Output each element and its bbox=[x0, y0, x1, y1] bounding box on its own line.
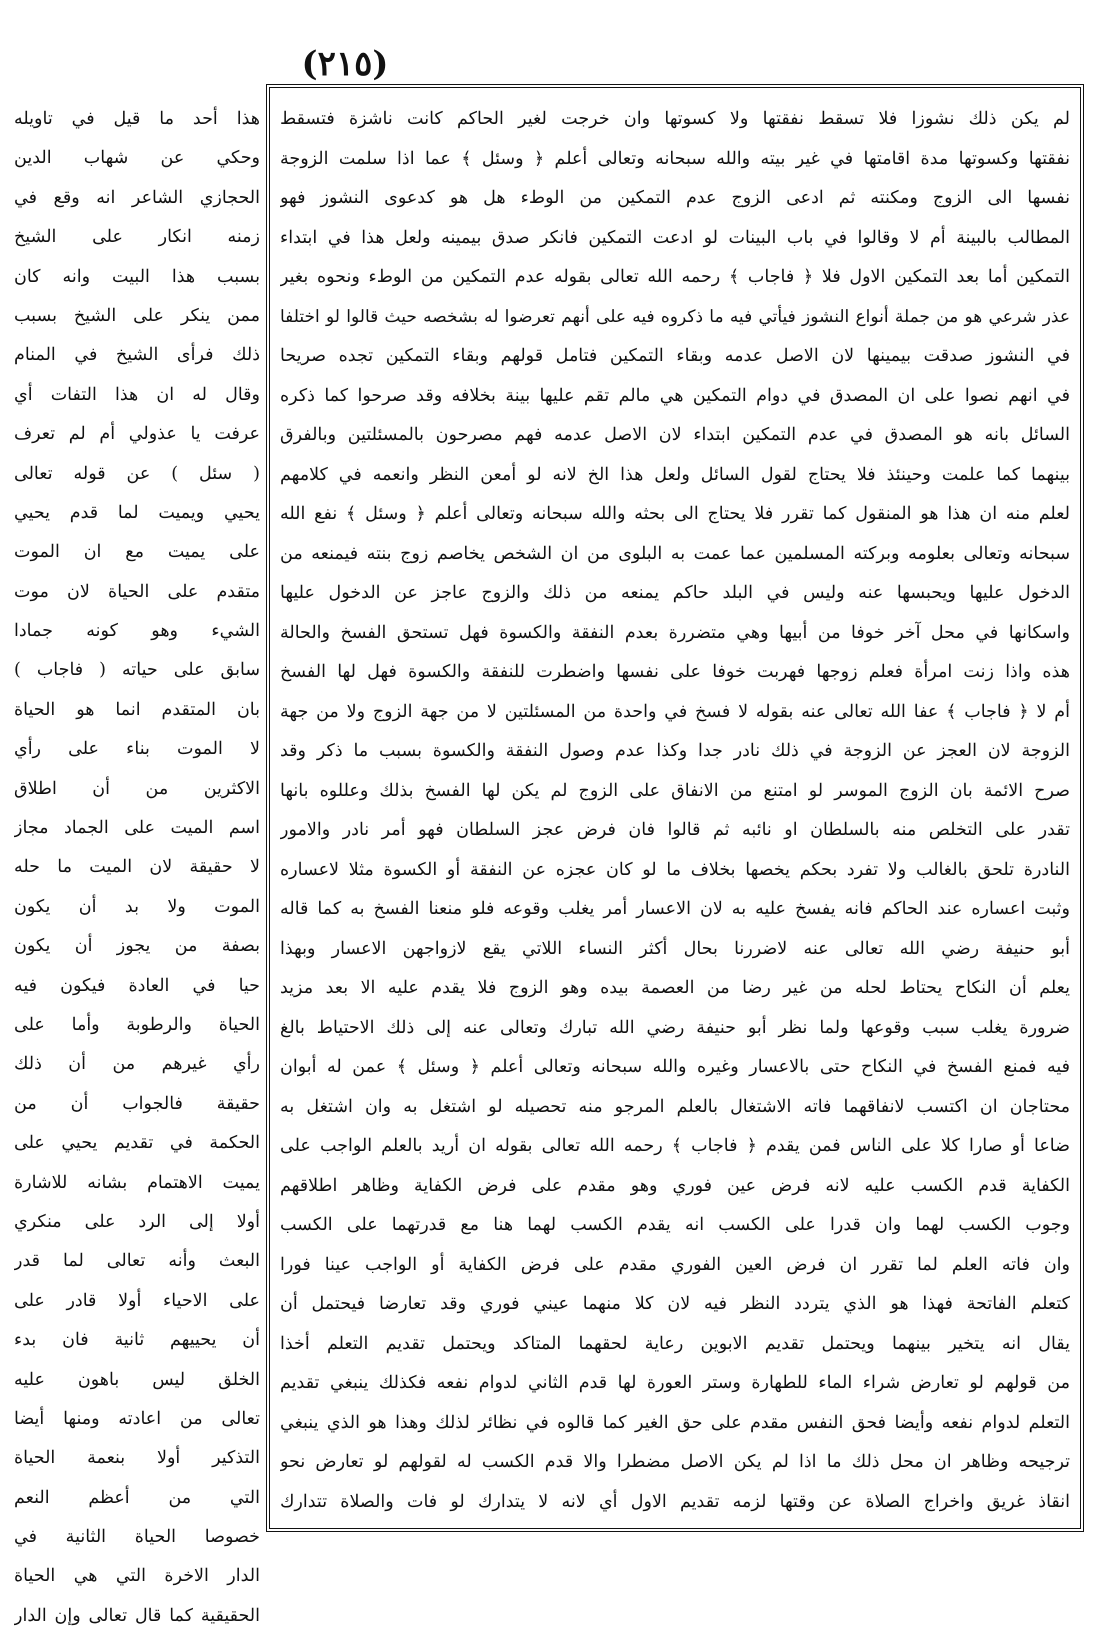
margin-text-line: الحكمة في تقديم يحيي على bbox=[14, 1133, 260, 1154]
margin-text-line: حيا في العادة فيكون فيه bbox=[14, 975, 260, 996]
main-text-line: تقدر على التخلص منه بالسلطان او نائبه ثم قالوا فان فرض عجز السلطان فهو أمر نادر والامور bbox=[280, 820, 1070, 840]
main-text-line: النادرة تلحق بالغالب ولا تفرد بحكم يخصها بخلاف ما لو كان عجزه عن النفقة أو الكسوة مثلا لاعساره bbox=[280, 859, 1070, 880]
main-text-line: التعلم لدوام نفعه وأيضا فحق النفس مقدم على حق الغير كما قالوه في نظائر لذلك وهذا هو الذي ينبغي bbox=[280, 1412, 1070, 1433]
margin-text-line: ممن ينكر على الشيخ بسبب bbox=[14, 305, 260, 326]
main-text-line: الدخول عليها ويحبسها عنه وليس في البلد حاكم يمنعه من ذلك والزوج عاجز عن الدخول عليها bbox=[280, 583, 1070, 603]
main-text-line: وثبت اعساره عند الحاكم فانه يفسخ عليه به لان الاعسار أمر يغلب وقوعه فلو منعنا الفسخ به كما قاله bbox=[280, 899, 1070, 919]
margin-text-line: أن يحييهم ثانية فان بدء bbox=[14, 1330, 260, 1351]
main-text-line: في انهم نصوا على ان المصدق في دوام التمكين هي مالم تقم عليها بينة بخلافه وقد صرحوا كما ذكره bbox=[280, 385, 1070, 406]
margin-text-line: على الاحياء أولا قادر على bbox=[14, 1290, 260, 1311]
margin-text-line: متقدم على الحياة لان موت bbox=[14, 581, 260, 602]
margin-text-line: ( سئل ) عن قوله تعالى bbox=[14, 463, 260, 484]
margin-text-line: الحجازي الشاعر انه وقع في bbox=[14, 187, 260, 208]
main-text-line: يعلم أن النكاح يحتاط لحله من غير رضا من العصمة بيده وهو الزوج فلا يقدم عليه الا بعد مزيد bbox=[280, 978, 1070, 998]
margin-text-line: عرفت يا عذولي أم لم تعرف bbox=[14, 424, 260, 445]
main-text-line: يقال انه يتخير بينهما ويحتمل تقديم الابوين رعاية لحقهما المتاكد ويحتمل تقديم التعلم أخذا bbox=[280, 1333, 1070, 1354]
main-text-line: لعلم منه ان هذا هو المنقول كما تقرر فلا يحتاج الى بحثه والله سبحانه وتعالى أعلم ﴿ وسئل ﴾ نفع الله bbox=[280, 504, 1070, 524]
main-text-line: واسكانها في محل آخر خوفا من أبيها وهي متضررة بعدم النفقة والكسوة فهل تستحق الفسخ والحالة bbox=[280, 622, 1070, 643]
margin-text-line: الشيء وهو كونه جمادا bbox=[14, 621, 260, 642]
main-text-line: كتعلم الفاتحة فهذا هو الذي يتردد النظر فيه لان كلا منهما عيني فوري وقد تعارضا فيحتمل أن bbox=[280, 1294, 1070, 1314]
main-text-line: فيه فمنع الفسخ في النكاح حتى بالاعسار وغيره والله سبحانه وتعالى أعلم ﴿ وسئل ﴾ عمن له أبوان bbox=[280, 1057, 1070, 1077]
main-text-line: ضرورة يغلب سبب وقوعها ولما نظر أبو حنيفة رضي الله تبارك وتعالى عنه إلى ذلك الاحتياط بالغ bbox=[280, 1017, 1070, 1038]
main-text-line: أبو حنيفة رضي الله تعالى عنه لاضررنا بحال أكثر النساء اللاتي يقع لازواجهن الاعسار وبهذا bbox=[280, 938, 1070, 959]
main-text-line: في النشوز صدقت بيمينها لان الاصل عدمه وبقاء التمكين فتامل قولهم وبقاء التمكين تجده صريحا bbox=[280, 346, 1070, 366]
margin-text-line: بسبب هذا البيت وانه كان bbox=[14, 266, 260, 287]
margin-text-line: الحياة والرطوبة وأما على bbox=[14, 1014, 260, 1035]
margin-text-line: وقال له ان هذا التفات أي bbox=[14, 384, 260, 405]
main-text-line: نفسها الى الزوج ومكنته ثم ادعى الزوج عدم التمكين من الوطء هل هو كدعوى النشوز فهو bbox=[280, 188, 1070, 208]
margin-text-line: هذا أحد ما قيل في تاويله bbox=[14, 109, 260, 129]
margin-text-line: تعالى من اعادته ومنها أيضا bbox=[14, 1408, 260, 1429]
margin-text-line: لا حقيقة لان الميت ما حله bbox=[14, 857, 260, 878]
margin-text-line: التي من أعظم النعم bbox=[14, 1487, 260, 1508]
margin-text-line: بصفة من يجوز أن يكون bbox=[14, 936, 260, 957]
margin-text-line: البعث وأنه تعالى لما قدر bbox=[14, 1251, 260, 1272]
main-text-line: السائل بانه هو المصدق في عدم التمكين ابتداء لان الاصل عدمه فهم مصرحون بالمسئلتين وبالفرق bbox=[280, 425, 1070, 445]
margin-text-line: الدار الاخرة التي هي الحياة bbox=[14, 1566, 260, 1587]
margin-text-line: يميت الاهتمام بشانه للاشارة bbox=[14, 1172, 260, 1193]
margin-commentary-column bbox=[14, 100, 260, 1636]
margin-text-line: لا الموت بناء على رأي bbox=[14, 739, 260, 760]
margin-text-line: الحقيقية كما قال تعالى وإن الدار bbox=[14, 1605, 260, 1626]
main-text-line: ضاعا أو صارا كلا على الناس فمن يقدم ﴿ فاجاب ﴾ رحمه الله تعالى بقوله ان أريد بالعلم الواجب على bbox=[280, 1136, 1070, 1156]
main-text-line: وان فاته العلم لما تقرر ان فرض العين الفوري مقدم على فرض الكفاية أو الواجب عينا فورا bbox=[280, 1254, 1070, 1275]
main-text-line: عذر شرعي هو من جملة أنواع النشوز فيأتي فيه ما ذكروه فيه على أنهم تعرضوا له بشخصه حيث قالوا لو اختلفا bbox=[280, 306, 1070, 327]
main-text-line: من قولهم لو تعارض شراء الماء للطهارة وستر العورة لها قدم الثاني لدوام نفعه فكذلك ينبغي تقديم bbox=[280, 1373, 1070, 1393]
margin-text-line: سابق على حياته ( فاجاب ) bbox=[14, 660, 260, 681]
margin-text-line: الموت ولا بد أن يكون bbox=[14, 896, 260, 917]
main-text-line: انقاذ غريق واخراج الصلاة عن وقتها لزمه تقديم الاول أي لانه لا يتدارك لو فات والصلاة تتدارك bbox=[280, 1491, 1070, 1512]
main-text-line: لم يكن ذلك نشوزا فلا تسقط نفقتها ولا كسوتها وان خرجت لغير الحاكم كانت ناشزة فتسقط bbox=[280, 109, 1070, 129]
margin-text-line: بان المتقدم انما هو الحياة bbox=[14, 699, 260, 720]
main-text-line: بينهما كما علمت وحينئذ فلا يحتاج لقول السائل ولعل هذا الخ لانه لو أمعن النظر وانعمه في كلامهم bbox=[280, 464, 1070, 485]
margin-text-line: وحكي عن شهاب الدين bbox=[14, 148, 260, 169]
page-number: (٢١٥) bbox=[301, 44, 389, 84]
main-text-line: هذه واذا زنت امرأة فعلم زوجها فهربت خوفا على نفسها واضطرت للنفقة والكسوة فهل لها الفسخ bbox=[280, 662, 1070, 682]
main-text-column bbox=[280, 100, 1070, 1522]
margin-text-line: يحيي ويميت لما قدم يحيي bbox=[14, 502, 260, 523]
main-text-line: التمكين أما بعد التمكين الاول فلا ﴿ فاجاب ﴾ رحمه الله تعالى بقوله عدم التمكين من الوطء ونحوه بغير bbox=[280, 267, 1070, 287]
margin-text-line: اسم الميت على الجماد مجاز bbox=[14, 818, 260, 839]
main-text-line: المطالب بالبينة أم لا وقالوا في باب البينات لو ادعت التمكين فانكر صدق بيمينه ولعل هذا في ابتداء bbox=[280, 227, 1070, 248]
main-text-line: نفقتها وكسوتها مدة اقامتها في غير بيته والله سبحانه وتعالى أعلم ﴿ وسئل ﴾ عما اذا سلمت الزوجة bbox=[280, 148, 1070, 169]
margin-text-line: ذلك فرأى الشيخ في المنام bbox=[14, 345, 260, 366]
margin-text-line: الاكثرين من أن اطلاق bbox=[14, 778, 260, 799]
main-text-line: صرح الائمة بان الزوج الموسر لو امتنع من الانفاق على الزوج لم يكن لها الفسخ بذلك وعللوه بانها bbox=[280, 780, 1070, 801]
main-text-line: محتاجان ان اكتسب لانفاقهما فاته الاشتغال بالعلم المرجو منه تحصيله لو اشتغل به وان اشتغل به bbox=[280, 1096, 1070, 1117]
margin-text-line: أولا إلى الرد على منكري bbox=[14, 1211, 260, 1232]
main-text-line: ترجيحه وظاهر ان محل ذلك ما اذا لم يكن الاصل مضطرا والا قدم الكسب له لقولهم لو تعارض نحو bbox=[280, 1452, 1070, 1472]
main-text-line: أم لا ﴿ فاجاب ﴾ عفا الله تعالى عنه بقوله لا فسخ في واحدة من المسئلتين لا من جهة الزوج ولا من جهة bbox=[280, 701, 1070, 722]
main-text-line: سبحانه وتعالى بعلومه وبركته المسلمين عما عمت به البلوى من ان الشخص يخاصم زوج بنته فيمنعه من bbox=[280, 543, 1070, 564]
main-text-line: الكفاية قدم الكسب عليه لانه فرض عين فوري وهو مقدم على فرض الكفاية وظاهر اطلاقهم bbox=[280, 1175, 1070, 1196]
margin-text-line: حقيقة فالجواب أن من bbox=[14, 1093, 260, 1114]
margin-text-line: رأي غيرهم من أن ذلك bbox=[14, 1054, 260, 1075]
main-text-line: وجوب الكسب لهما وان قدرا على الكسب انه يقدم الكسب لهما هنا مع قدرتهما على الكسب bbox=[280, 1215, 1070, 1235]
margin-text-line: خصوصا الحياة الثانية في bbox=[14, 1527, 260, 1548]
margin-text-line: التذكير أولا بنعمة الحياة bbox=[14, 1448, 260, 1469]
margin-text-line: زمنه انكار على الشيخ bbox=[14, 227, 260, 248]
margin-text-line: على يميت مع ان الموت bbox=[14, 542, 260, 563]
main-text-line: الزوجة لان العجز عن الزوجة في ذلك نادر جدا وكذا عدم وصول النفقة والكسوة بسبب ما ذكر وقد bbox=[280, 741, 1070, 761]
margin-text-line: الخلق ليس باهون عليه bbox=[14, 1369, 260, 1390]
